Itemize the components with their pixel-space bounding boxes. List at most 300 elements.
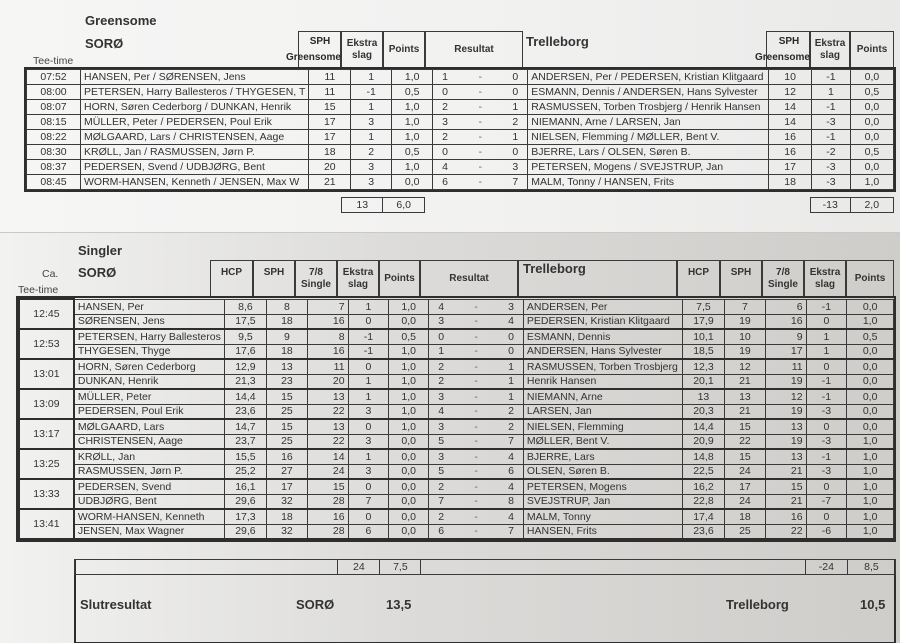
result-home: 5 bbox=[438, 465, 445, 478]
singler-resultat-header bbox=[420, 260, 518, 297]
away-single: 9 bbox=[765, 329, 806, 344]
away-ekstra: 0 bbox=[806, 314, 847, 329]
away-sph: 22 bbox=[725, 434, 766, 449]
seven-eighths-label: 7/8 bbox=[309, 266, 323, 278]
greensome-home-points-total: 6,0 bbox=[383, 198, 425, 213]
tee-time: 13:17 bbox=[19, 419, 74, 449]
ekstra-label: Ekstra bbox=[346, 37, 378, 49]
hcp-label: HCP bbox=[220, 267, 243, 278]
home-ekstra: 1 bbox=[348, 374, 389, 389]
singles-row bbox=[19, 314, 894, 329]
greensome-row bbox=[27, 160, 894, 175]
home-ekstra: 1 bbox=[351, 130, 392, 145]
greensome-away-points-total: 2,0 bbox=[850, 198, 893, 213]
home-ekstra: 0 bbox=[348, 359, 389, 374]
home-single: 13 bbox=[307, 419, 348, 434]
result-separator: - bbox=[474, 330, 478, 343]
home-single: 22 bbox=[307, 404, 348, 419]
home-player: PETERSEN, Harry Ballesteros bbox=[74, 329, 224, 344]
away-ekstra: 0 bbox=[806, 419, 847, 434]
home-hcp: 17,3 bbox=[224, 509, 266, 524]
singler-home-points-header bbox=[379, 260, 420, 297]
away-sph: 15 bbox=[725, 449, 766, 464]
singler-section-title: Singler bbox=[78, 243, 123, 258]
greensome-away-sph-header: SPH bbox=[778, 36, 800, 47]
greensome-resultat-header bbox=[425, 31, 523, 68]
single-label: Single bbox=[300, 278, 331, 290]
away-player: MØLLER, Bent V. bbox=[523, 434, 682, 449]
result-away: 3 bbox=[508, 300, 514, 313]
result-home: 3 bbox=[438, 420, 445, 433]
away-player: MALM, Tonny bbox=[523, 509, 682, 524]
home-hcp: 12,9 bbox=[224, 359, 266, 374]
home-pair: MØLGAARD, Lars / CHRISTENSEN, Aage bbox=[81, 130, 309, 145]
singler-home-points-total: 7,5 bbox=[380, 560, 421, 575]
away-ekstra: -3 bbox=[812, 175, 851, 190]
home-player: MÜLLER, Peter bbox=[74, 389, 224, 404]
away-points: 0,0 bbox=[850, 100, 893, 115]
greensome-home-ekstra-total: 13 bbox=[342, 198, 383, 213]
home-sph: 15 bbox=[267, 419, 308, 434]
away-sph: 10 bbox=[769, 70, 812, 85]
away-pair: ESMANN, Dennis / ANDERSEN, Hans Sylvester bbox=[528, 85, 769, 100]
home-player: MØLGAARD, Lars bbox=[74, 419, 224, 434]
singles-row bbox=[19, 299, 894, 314]
result-separator: - bbox=[474, 450, 478, 463]
away-hcp: 16,2 bbox=[682, 479, 724, 494]
home-single: 16 bbox=[307, 509, 348, 524]
singler-home-sph-header bbox=[253, 260, 295, 297]
away-points: 0,0 bbox=[847, 419, 894, 434]
away-points: 0,0 bbox=[850, 130, 893, 145]
singler-away-hcp-header bbox=[677, 260, 720, 297]
away-points: 1,0 bbox=[847, 464, 894, 479]
tee-time: 12:45 bbox=[19, 299, 74, 329]
away-single: 15 bbox=[765, 479, 806, 494]
result-home: 2 bbox=[438, 375, 445, 388]
result-away: 1 bbox=[512, 101, 519, 113]
home-player: RASMUSSEN, Jørn P. bbox=[74, 464, 224, 479]
away-player: Henrik Hansen bbox=[523, 374, 682, 389]
away-single: 19 bbox=[765, 434, 806, 449]
home-single: 14 bbox=[307, 449, 348, 464]
home-single: 13 bbox=[307, 389, 348, 404]
away-ekstra: 0 bbox=[806, 479, 847, 494]
home-sph: 18 bbox=[267, 344, 308, 359]
home-points: 0,0 bbox=[389, 434, 429, 449]
home-ekstra: 1 bbox=[351, 70, 392, 85]
home-points: 1,0 bbox=[392, 115, 433, 130]
home-sph: 25 bbox=[267, 404, 308, 419]
result-away: 0 bbox=[508, 345, 514, 358]
singler-home-team: SORØ bbox=[78, 265, 117, 280]
singles-row bbox=[19, 479, 894, 494]
result-separator: - bbox=[478, 131, 482, 143]
home-player: PEDERSEN, Svend bbox=[74, 479, 224, 494]
away-hcp: 18,5 bbox=[682, 344, 724, 359]
away-points: 0,5 bbox=[847, 329, 894, 344]
home-single: 24 bbox=[307, 464, 348, 479]
slag-label: slag bbox=[351, 49, 372, 61]
singles-row bbox=[19, 434, 894, 449]
home-ekstra: 1 bbox=[348, 449, 389, 464]
home-pair: MÜLLER, Peter / PEDERSEN, Poul Erik bbox=[81, 115, 309, 130]
result-away: 4 bbox=[508, 480, 514, 493]
home-single: 8 bbox=[307, 329, 348, 344]
greensome-row bbox=[27, 85, 894, 100]
result bbox=[429, 344, 524, 359]
home-sph: 17 bbox=[267, 479, 308, 494]
home-pair: PETERSEN, Harry Ballesteros / THYGESEN, T bbox=[81, 85, 309, 100]
away-single: 17 bbox=[765, 344, 806, 359]
result-away: 7 bbox=[508, 435, 514, 448]
away-pair: ANDERSEN, Per / PEDERSEN, Kristian Klitgaard bbox=[528, 70, 769, 85]
away-hcp: 7,5 bbox=[682, 299, 724, 314]
away-points: 0,0 bbox=[847, 389, 894, 404]
home-sph: 16 bbox=[267, 449, 308, 464]
away-points: 1,0 bbox=[847, 479, 894, 494]
away-hcp: 23,6 bbox=[682, 524, 724, 539]
away-pair: BJERRE, Lars / OLSEN, Søren B. bbox=[528, 145, 769, 160]
home-points: 1,0 bbox=[392, 70, 433, 85]
home-hcp: 16,1 bbox=[224, 479, 266, 494]
result-separator: - bbox=[478, 86, 482, 98]
singler-away-sph-header bbox=[720, 260, 762, 297]
singler-away-ekstra-total: -24 bbox=[805, 560, 847, 575]
singler-totals-row bbox=[74, 559, 896, 575]
home-ekstra: 1 bbox=[348, 389, 389, 404]
result-separator: - bbox=[474, 315, 478, 328]
home-points: 1,0 bbox=[389, 344, 429, 359]
away-player: HANSEN, Frits bbox=[523, 524, 682, 539]
away-single: 13 bbox=[765, 449, 806, 464]
singles-row bbox=[19, 449, 894, 464]
result-away: 4 bbox=[508, 510, 514, 523]
result-separator: - bbox=[474, 435, 478, 448]
ekstra-label: Ekstra bbox=[814, 37, 846, 49]
home-hcp: 29,6 bbox=[224, 494, 266, 509]
away-player: PETERSEN, Mogens bbox=[523, 479, 682, 494]
home-ekstra: -1 bbox=[351, 85, 392, 100]
result-separator: - bbox=[478, 161, 482, 173]
home-sph: 27 bbox=[267, 464, 308, 479]
home-points: 0,0 bbox=[389, 314, 429, 329]
away-points: 0,0 bbox=[850, 70, 893, 85]
result-away: 7 bbox=[512, 176, 519, 188]
away-ekstra: 1 bbox=[806, 344, 847, 359]
tee-time: 08:30 bbox=[27, 145, 81, 160]
away-ekstra: 1 bbox=[806, 329, 847, 344]
away-sph: 16 bbox=[769, 130, 812, 145]
home-player: DUNKAN, Henrik bbox=[74, 374, 224, 389]
singles-row bbox=[19, 509, 894, 524]
singler-home-hcp-header bbox=[210, 260, 253, 297]
points-label: Points bbox=[856, 43, 888, 55]
home-single: 28 bbox=[307, 524, 348, 539]
final-away-team: Trelleborg bbox=[726, 597, 789, 612]
home-points: 0,5 bbox=[389, 329, 429, 344]
singles-row bbox=[19, 464, 894, 479]
home-player: THYGESEN, Thyge bbox=[74, 344, 224, 359]
greensome-teetime-label: Tee-time bbox=[33, 55, 74, 67]
home-single: 11 bbox=[307, 359, 348, 374]
result-separator: - bbox=[474, 495, 478, 508]
away-hcp: 12,3 bbox=[682, 359, 724, 374]
home-points: 0,0 bbox=[389, 449, 429, 464]
away-player: ANDERSEN, Per bbox=[523, 299, 682, 314]
tee-time: 13:33 bbox=[19, 479, 74, 509]
result-away: 7 bbox=[508, 525, 514, 538]
home-ekstra: 3 bbox=[351, 115, 392, 130]
away-pair: NIELSEN, Flemming / MØLLER, Bent V. bbox=[528, 130, 769, 145]
away-ekstra: -2 bbox=[812, 145, 851, 160]
result bbox=[433, 115, 528, 130]
points-label: Points bbox=[388, 43, 420, 55]
greensome-home-ekstra-header bbox=[341, 31, 383, 68]
result-home: 7 bbox=[438, 495, 445, 508]
away-points: 0,0 bbox=[847, 359, 894, 374]
away-single: 16 bbox=[765, 314, 806, 329]
away-ekstra: -1 bbox=[812, 100, 851, 115]
result bbox=[429, 524, 524, 539]
home-points: 1,0 bbox=[389, 374, 429, 389]
home-player: SØRENSEN, Jens bbox=[74, 314, 224, 329]
single-label: Single bbox=[767, 278, 798, 290]
home-player: JENSEN, Max Wagner bbox=[74, 524, 224, 539]
totals-spacer-middle bbox=[421, 560, 805, 575]
home-hcp: 25,2 bbox=[224, 464, 266, 479]
seven-eighths-label: 7/8 bbox=[776, 266, 790, 278]
result-away: 0 bbox=[512, 86, 519, 98]
final-result-label: Slutresultat bbox=[80, 597, 152, 612]
home-sph: 25 bbox=[267, 434, 308, 449]
singles-row bbox=[19, 419, 894, 434]
away-hcp: 10,1 bbox=[682, 329, 724, 344]
result-home: 1 bbox=[442, 71, 448, 83]
home-points: 0,0 bbox=[392, 175, 433, 190]
home-ekstra: 7 bbox=[348, 494, 389, 509]
singler-away-single-header bbox=[762, 260, 804, 297]
away-player: ESMANN, Dennis bbox=[523, 329, 682, 344]
result-separator: - bbox=[478, 71, 482, 83]
home-points: 1,0 bbox=[392, 100, 433, 115]
away-points: 1,0 bbox=[847, 494, 894, 509]
singler-ca-label: Ca. bbox=[42, 268, 59, 280]
home-ekstra: 6 bbox=[348, 524, 389, 539]
result-home: 2 bbox=[438, 360, 445, 373]
home-hcp: 21,3 bbox=[224, 374, 266, 389]
home-sph: 9 bbox=[267, 329, 308, 344]
result bbox=[433, 160, 528, 175]
home-points: 1,0 bbox=[389, 359, 429, 374]
away-player: LARSEN, Jan bbox=[523, 404, 682, 419]
result-separator: - bbox=[474, 510, 478, 523]
result-away: 6 bbox=[508, 465, 514, 478]
away-ekstra: -3 bbox=[812, 115, 851, 130]
result-away: 0 bbox=[508, 330, 514, 343]
home-ekstra: 3 bbox=[348, 434, 389, 449]
slag-label: slag bbox=[347, 278, 368, 290]
home-ekstra: 2 bbox=[351, 145, 392, 160]
result-home: 1 bbox=[438, 345, 445, 358]
ekstra-label: Ekstra bbox=[809, 266, 841, 278]
result bbox=[429, 479, 524, 494]
tee-time: 08:15 bbox=[27, 115, 81, 130]
away-ekstra: -7 bbox=[806, 494, 847, 509]
tee-time: 13:09 bbox=[19, 389, 74, 419]
slag-label: slag bbox=[819, 49, 840, 61]
result-away: 4 bbox=[508, 315, 514, 328]
resultat-label: Resultat bbox=[449, 272, 489, 284]
home-points: 1,0 bbox=[392, 160, 433, 175]
greensome-row bbox=[27, 70, 894, 85]
totals-spacer-left bbox=[75, 560, 338, 575]
result bbox=[433, 70, 528, 85]
result-separator: - bbox=[474, 360, 478, 373]
home-player: PEDERSEN, Poul Erik bbox=[74, 404, 224, 419]
away-hcp: 13 bbox=[682, 389, 724, 404]
result-separator: - bbox=[478, 146, 482, 158]
result bbox=[433, 130, 528, 145]
result-away: 2 bbox=[508, 405, 514, 418]
home-ekstra: 0 bbox=[348, 509, 389, 524]
singler-home-ekstra-header bbox=[337, 260, 379, 297]
singler-away-team: Trelleborg bbox=[523, 261, 586, 276]
home-single: 7 bbox=[307, 299, 348, 314]
away-ekstra: -1 bbox=[806, 449, 847, 464]
home-pair: WORM-HANSEN, Kenneth / JENSEN, Max W bbox=[81, 175, 309, 190]
away-sph: 18 bbox=[769, 175, 812, 190]
home-hcp: 8,6 bbox=[224, 299, 266, 314]
away-sph: 12 bbox=[769, 85, 812, 100]
result bbox=[429, 434, 524, 449]
away-points: 0,0 bbox=[850, 160, 893, 175]
home-ekstra: 1 bbox=[348, 299, 389, 314]
home-pair: HORN, Søren Cederborg / DUNKAN, Henrik bbox=[81, 100, 309, 115]
away-hcp: 20,9 bbox=[682, 434, 724, 449]
home-ekstra: 3 bbox=[348, 464, 389, 479]
home-sph: 17 bbox=[309, 130, 351, 145]
greensome-row bbox=[27, 175, 894, 190]
result-separator: - bbox=[474, 420, 478, 433]
result-home: 0 bbox=[442, 86, 448, 98]
result-separator: - bbox=[474, 390, 478, 403]
tee-time: 13:01 bbox=[19, 359, 74, 389]
away-player: SVEJSTRUP, Jan bbox=[523, 494, 682, 509]
home-pair: KRØLL, Jan / RASMUSSEN, Jørn P. bbox=[81, 145, 309, 160]
away-sph: 15 bbox=[725, 419, 766, 434]
home-hcp: 14,7 bbox=[224, 419, 266, 434]
away-ekstra: 1 bbox=[812, 85, 851, 100]
result-separator: - bbox=[474, 405, 478, 418]
home-points: 0,5 bbox=[392, 145, 433, 160]
home-hcp: 17,5 bbox=[224, 314, 266, 329]
result-home: 4 bbox=[442, 161, 448, 173]
away-single: 11 bbox=[765, 359, 806, 374]
home-single: 22 bbox=[307, 434, 348, 449]
tee-time: 13:25 bbox=[19, 449, 74, 479]
away-sph: 17 bbox=[725, 479, 766, 494]
away-ekstra: -1 bbox=[806, 389, 847, 404]
away-sph: 10 bbox=[725, 329, 766, 344]
home-hcp: 23,7 bbox=[224, 434, 266, 449]
singles-row bbox=[19, 389, 894, 404]
away-points: 0,0 bbox=[847, 404, 894, 419]
singles-row bbox=[19, 404, 894, 419]
away-hcp: 14,8 bbox=[682, 449, 724, 464]
away-sph: 17 bbox=[769, 160, 812, 175]
away-points: 0,5 bbox=[850, 145, 893, 160]
greensome-away-sph-sub: Greensome bbox=[754, 52, 810, 63]
result-away: 2 bbox=[512, 116, 519, 128]
home-hcp: 14,4 bbox=[224, 389, 266, 404]
result-away: 1 bbox=[508, 360, 514, 373]
singler-away-ekstra-header bbox=[804, 260, 846, 297]
result-home: 0 bbox=[438, 330, 445, 343]
home-hcp: 15,5 bbox=[224, 449, 266, 464]
result-separator: - bbox=[478, 101, 482, 113]
result-home: 4 bbox=[438, 405, 445, 418]
home-sph: 21 bbox=[309, 175, 351, 190]
greensome-home-points-header bbox=[383, 31, 425, 68]
result bbox=[429, 314, 524, 329]
home-ekstra: 3 bbox=[351, 175, 392, 190]
greensome-row bbox=[27, 115, 894, 130]
away-ekstra: 0 bbox=[806, 509, 847, 524]
greensome-row bbox=[27, 145, 894, 160]
home-ekstra: 0 bbox=[348, 479, 389, 494]
away-player: NIEMANN, Arne bbox=[523, 389, 682, 404]
home-points: 0,5 bbox=[392, 85, 433, 100]
away-sph: 18 bbox=[725, 509, 766, 524]
slag-label: slag bbox=[814, 278, 835, 290]
resultat-label: Resultat bbox=[454, 43, 494, 55]
greensome-away-points-header bbox=[850, 31, 894, 68]
home-pair: PEDERSEN, Svend / UDBJØRG, Bent bbox=[81, 160, 309, 175]
result-home: 6 bbox=[442, 176, 448, 188]
away-sph: 12 bbox=[725, 359, 766, 374]
singler-away-points-total: 8,5 bbox=[847, 560, 895, 575]
away-hcp: 20,1 bbox=[682, 374, 724, 389]
result bbox=[433, 85, 528, 100]
away-ekstra: -1 bbox=[806, 374, 847, 389]
result bbox=[429, 419, 524, 434]
result-away: 1 bbox=[508, 390, 514, 403]
greensome-away-team: Trelleborg bbox=[526, 34, 589, 49]
result bbox=[433, 145, 528, 160]
away-sph: 25 bbox=[725, 524, 766, 539]
away-single: 19 bbox=[765, 374, 806, 389]
greensome-away-ekstra-total: -13 bbox=[811, 198, 851, 213]
home-hcp: 23,6 bbox=[224, 404, 266, 419]
away-player: BJERRE, Lars bbox=[523, 449, 682, 464]
away-ekstra: -6 bbox=[806, 524, 847, 539]
home-sph: 11 bbox=[309, 85, 351, 100]
singles-row bbox=[19, 374, 894, 389]
tee-time: 12:53 bbox=[19, 329, 74, 359]
result-away: 3 bbox=[512, 161, 519, 173]
home-sph: 8 bbox=[267, 299, 308, 314]
away-points: 1,0 bbox=[850, 175, 893, 190]
home-points: 1,0 bbox=[389, 389, 429, 404]
home-ekstra: 1 bbox=[351, 100, 392, 115]
away-ekstra: -3 bbox=[806, 434, 847, 449]
away-player: PEDERSEN, Kristian Klitgaard bbox=[523, 314, 682, 329]
away-pair: PETERSEN, Mogens / SVEJSTRUP, Jan bbox=[528, 160, 769, 175]
greensome-row bbox=[27, 100, 894, 115]
ekstra-label: Ekstra bbox=[342, 266, 374, 278]
result-away: 0 bbox=[512, 146, 519, 158]
